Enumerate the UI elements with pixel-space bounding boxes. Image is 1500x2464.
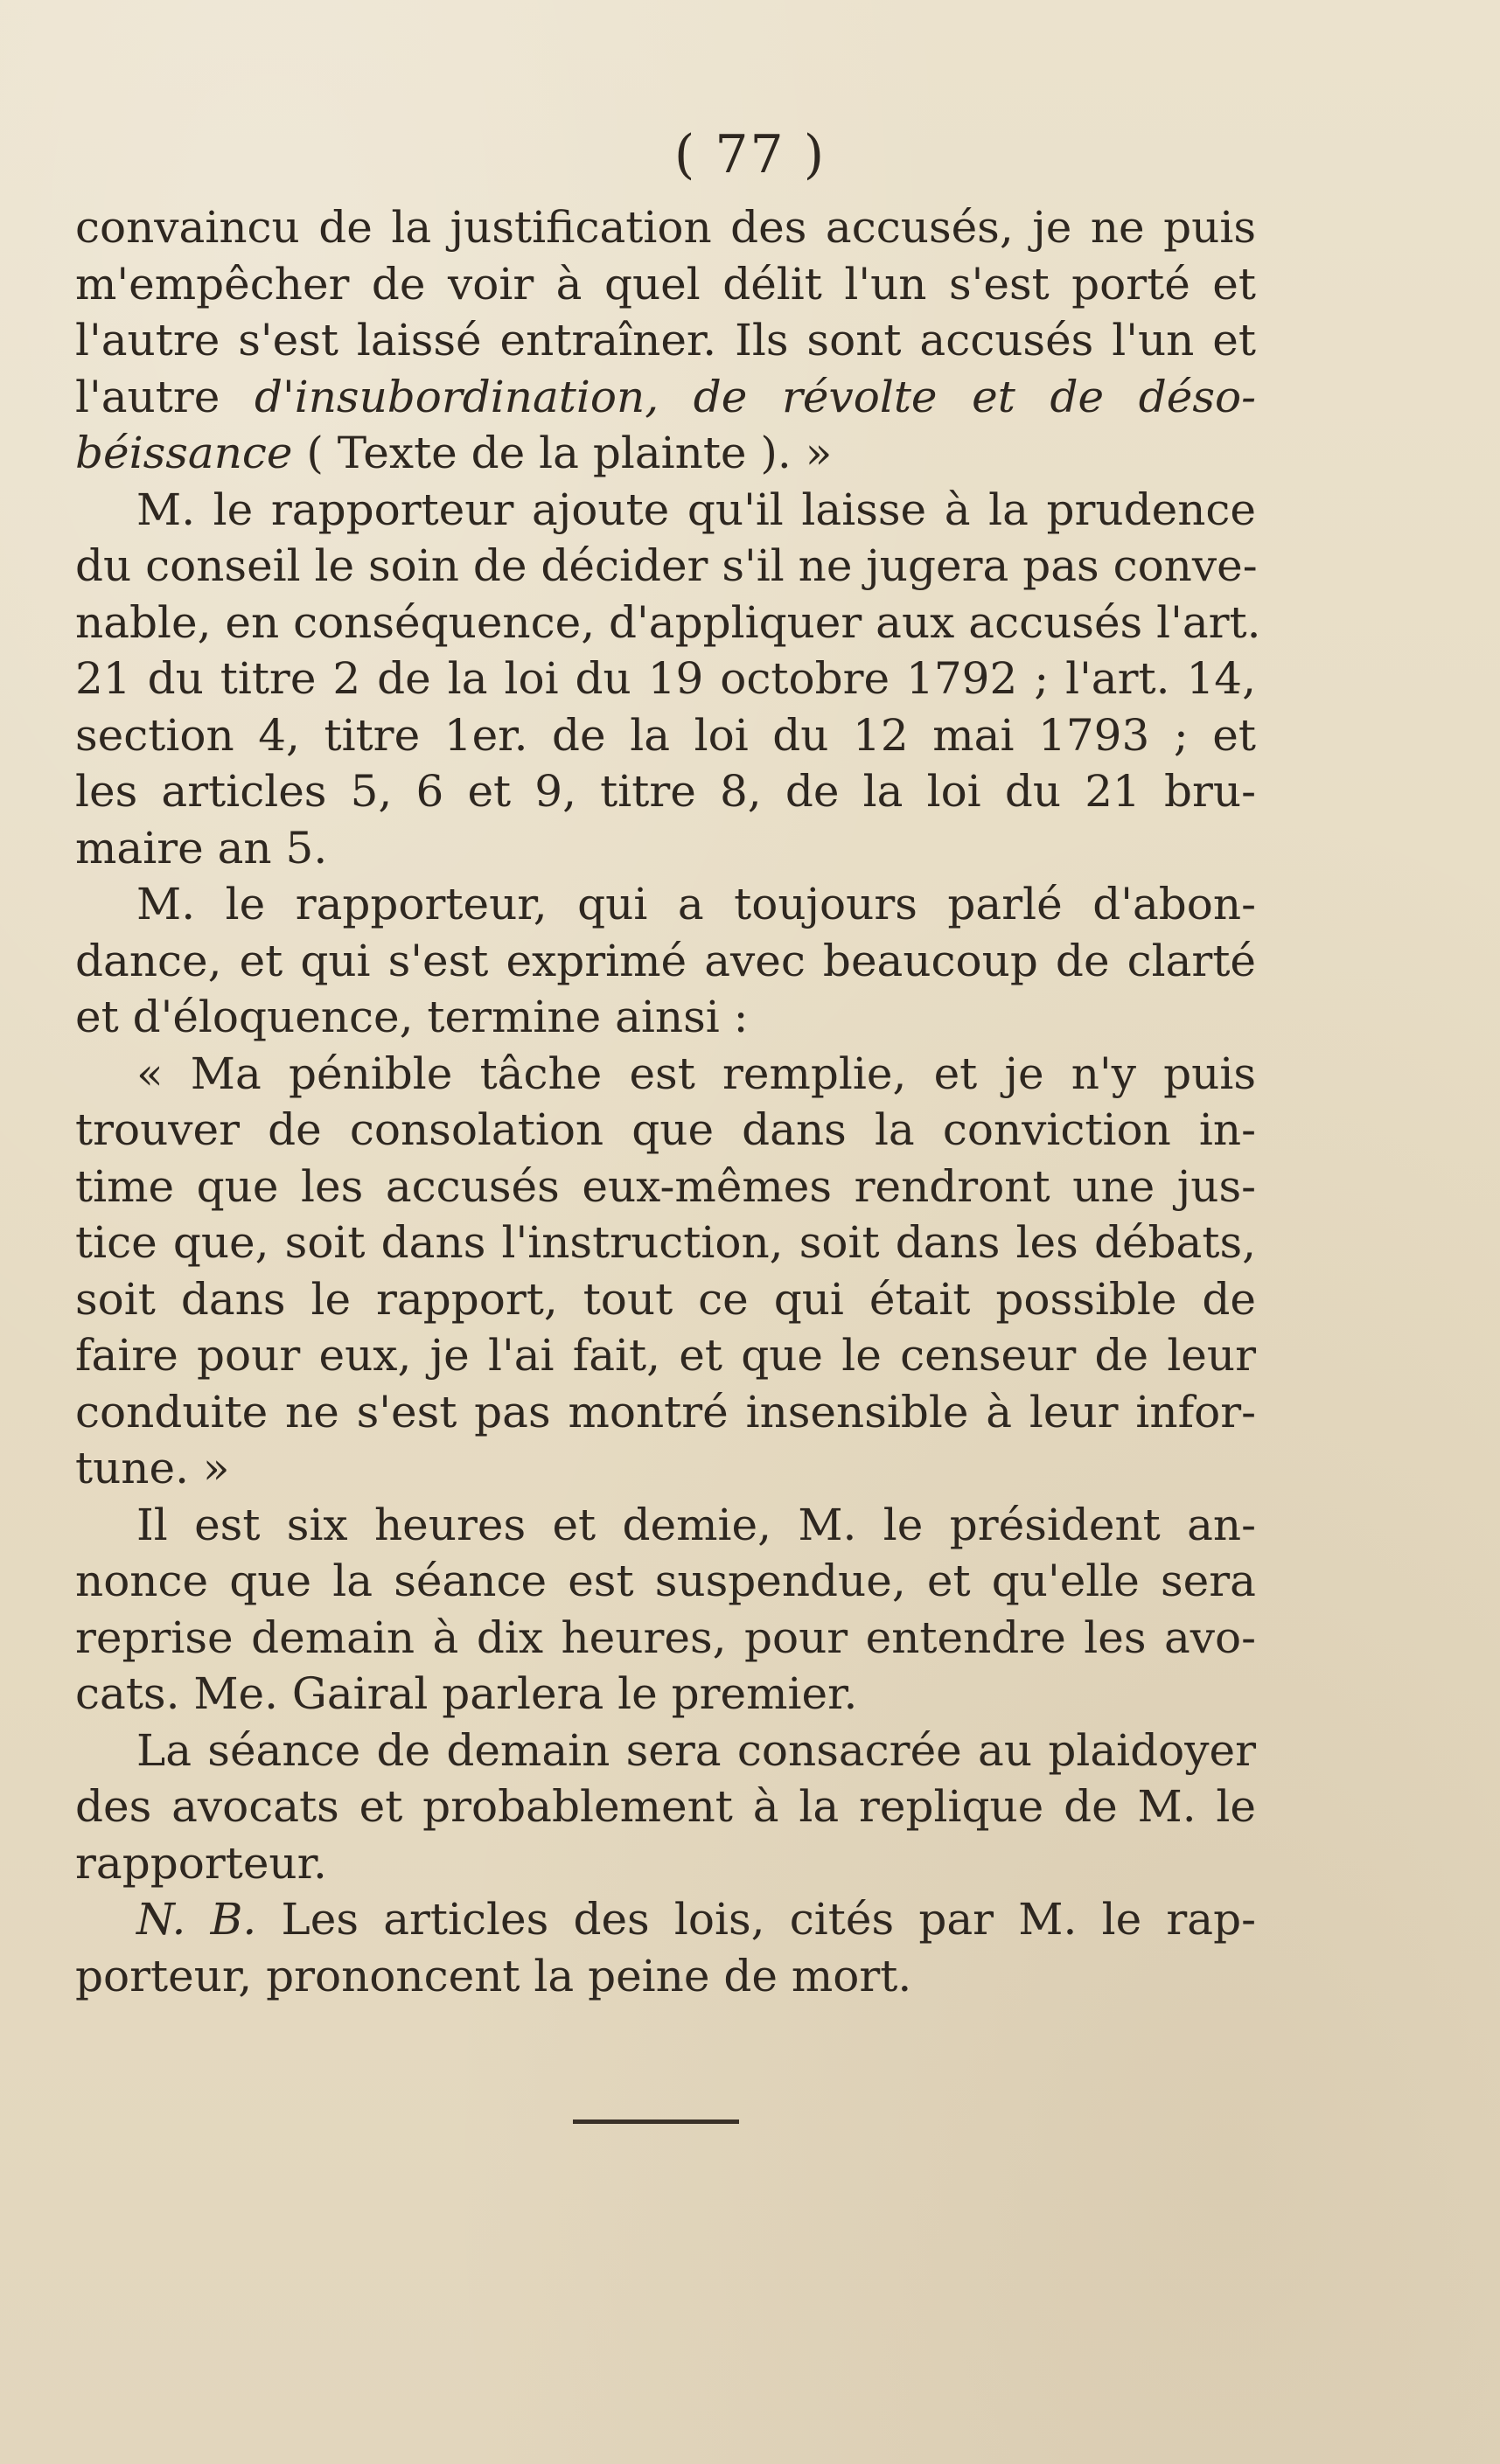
text-line: les articles 5, 6 et 9, titre 8, de la loi du 21 bru- [75,766,1256,817]
text-line: M. le rapporteur ajoute qu'il laisse à la prudence [136,484,1256,535]
text-line: time que les accusés eux-mêmes rendront une jus- [75,1160,1256,1212]
text-line: La séance de demain sera consacrée au plaidoyer [136,1724,1256,1776]
text-line: reprise demain à dix heures, pour entendre les avo- [75,1611,1256,1663]
italic-run: N. B. [136,1894,257,1945]
text-line: porteur, prononcent la peine de mort. [75,1950,912,2001]
italic-run: d'insubordination, de révolte et de déso- [254,371,1256,422]
text-line: tune. » [75,1443,230,1493]
text-line: dance, et qui s'est exprimé avec beaucoup de clarté [75,935,1256,986]
italic-run: béissance [75,428,293,478]
text-line: l'autre s'est laissé entraîner. Ils sont accusés l'un et [75,315,1256,365]
text-line: faire pour eux, je l'ai fait, et que le censeur de leur [75,1330,1256,1381]
text-line [75,425,1256,482]
text-line: m'empêcher de voir à quel délit l'un s'est porté et [75,258,1256,310]
text-line: rapporteur. [75,1837,327,1889]
text-run: ( Texte de la plainte ). » [292,428,833,478]
text-line: Il est six heures et demie, M. le président an- [136,1499,1256,1550]
page-number: ( 77 ) [673,124,827,185]
text-line [75,369,1256,426]
text-line: section 4, titre 1er. de la loi du 12 mai 1793 ; et [75,709,1256,761]
text-line: 21 du titre 2 de la loi du 19 octobre 1792 ; l'art. 14, [75,653,1256,704]
text-run: l'autre [75,371,255,422]
text-line: tice que, soit dans l'instruction, soit dans les débats, [75,1217,1256,1268]
text-line: nable, en conséquence, d'appliquer aux accusés l'art. [75,596,1261,648]
text-line: cats. Me. Gairal parlera le premier. [75,1668,858,1719]
text-line: et d'éloquence, termine ainsi : [75,992,749,1042]
text-line: M. le rapporteur, qui a toujours parlé d'abon- [136,879,1256,929]
text-line: maire an 5. [75,822,328,874]
text-line: du conseil le soin de décider s'il ne jugera pas conve- [75,540,1258,591]
text-line [75,1891,1256,1948]
closing-rule [573,2119,739,2124]
text-line: conduite ne s'est pas montré insensible à leur infor- [75,1386,1256,1437]
text-line: convaincu de la justification des accusés, je ne puis [75,202,1256,253]
body-text [75,199,1261,2004]
text-line: des avocats et probablement à la replique de M. le [75,1781,1256,1832]
text-line: soit dans le rapport, tout ce qui était possible de [75,1273,1256,1325]
text-line: « Ma pénible tâche est remplie, et je n'y puis [136,1048,1256,1099]
text-run: Les articles des lois, cités par M. le rap- [256,1894,1257,1945]
text-line: nonce que la séance est suspendue, et qu'elle sera [75,1556,1256,1606]
text-line: trouver de consolation que dans la conviction in- [75,1104,1256,1155]
